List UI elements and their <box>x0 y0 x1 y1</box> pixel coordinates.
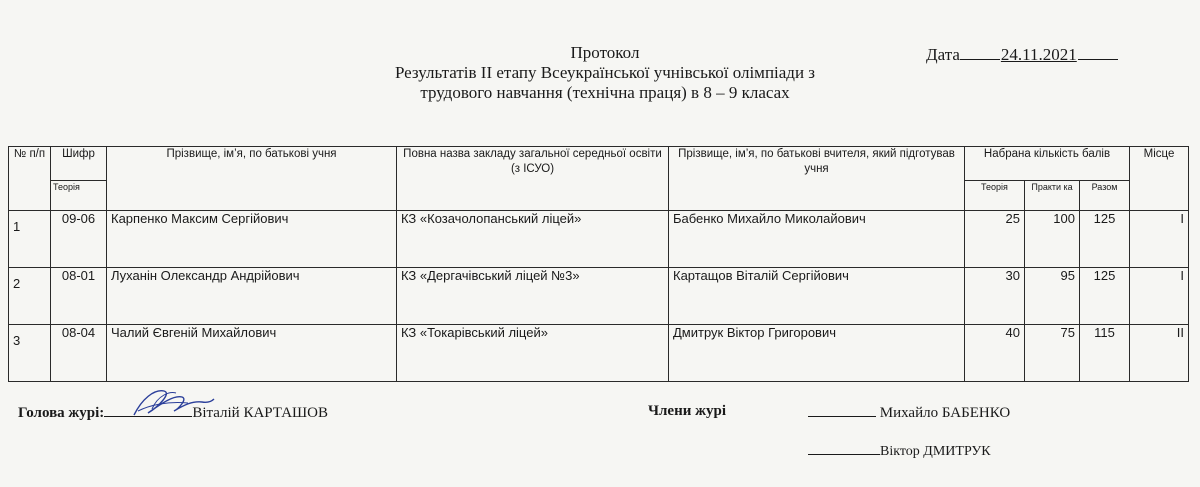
row-student: Луханін Олександр Андрійович <box>107 268 397 325</box>
col-header-code: Шифр <box>51 147 107 181</box>
row-teacher: Картащов Віталій Сергійович <box>669 268 965 325</box>
jury-head-name: Віталій КАРТАШОВ <box>192 405 329 421</box>
table-row <box>9 268 1189 325</box>
row-place: І <box>1130 268 1189 325</box>
jury-members-label: Члени журі <box>648 403 727 419</box>
row-teacher: Бабенко Михайло Миколайович <box>669 211 965 268</box>
col-subheader-code: Теорія <box>51 181 107 211</box>
col-header-total: Разом <box>1080 181 1130 211</box>
jury-member-1 <box>808 402 1010 422</box>
jury-member-1-name: Михайло БАБЕНКО <box>879 405 1011 421</box>
title-line-1: Протокол <box>570 43 640 62</box>
date-field <box>926 43 1118 65</box>
col-header-theory: Теорія <box>965 181 1025 211</box>
row-code: 08-04 <box>51 325 107 382</box>
title-line-2: Результатів ІІ етапу Всеукраїнської учнівської олімпіади з <box>394 63 816 82</box>
col-header-teacher: Прізвище, ім’я, по батькові вчителя, який підготував учня <box>669 147 965 211</box>
row-code: 08-01 <box>51 268 107 325</box>
row-number: 3 <box>9 325 51 382</box>
row-number: 2 <box>9 268 51 325</box>
row-code: 09-06 <box>51 211 107 268</box>
row-school: КЗ «Козачолопанський ліцей» <box>397 211 669 268</box>
jury-members-label-wrap <box>648 402 726 420</box>
row-practice: 75 <box>1025 325 1080 382</box>
row-place: І <box>1130 211 1189 268</box>
row-number: 1 <box>9 211 51 268</box>
table-row <box>9 325 1189 382</box>
title-line-3: трудового навчання (технічна праця) в 8 – 9 класах <box>420 83 790 102</box>
table-row <box>9 211 1189 268</box>
row-teacher: Дмитрук Віктор Григорович <box>669 325 965 382</box>
row-total: 115 <box>1080 325 1130 382</box>
col-header-student: Прізвище, ім’я, по батькові учня <box>107 147 397 211</box>
col-header-practice: Практи ка <box>1025 181 1080 211</box>
row-practice: 100 <box>1025 211 1080 268</box>
date-label: Дата <box>926 45 960 64</box>
row-student: Карпенко Максим Сергійович <box>107 211 397 268</box>
results-table <box>8 146 1189 382</box>
col-header-school: Повна назва закладу загальної середньої освіти (з ІСУО) <box>397 147 669 211</box>
row-theory: 40 <box>965 325 1025 382</box>
row-school: КЗ «Токарівський ліцей» <box>397 325 669 382</box>
col-header-number: № п/п <box>9 147 51 211</box>
row-place: ІІ <box>1130 325 1189 382</box>
jury-member-2 <box>808 440 991 461</box>
row-total: 125 <box>1080 268 1130 325</box>
row-theory: 30 <box>965 268 1025 325</box>
row-student: Чалий Євгеній Михайлович <box>107 325 397 382</box>
signature-image <box>128 385 216 421</box>
row-school: КЗ «Дергачівський ліцей №3» <box>397 268 669 325</box>
jury-head-label: Голова журі: <box>18 405 105 421</box>
row-total: 125 <box>1080 211 1130 268</box>
jury-member-2-name: Віктор ДМИТРУК <box>880 444 991 459</box>
col-header-points: Набрана кількість балів <box>965 147 1130 181</box>
col-header-place: Місце <box>1130 147 1189 211</box>
row-theory: 25 <box>965 211 1025 268</box>
date-value: 24.11.2021 <box>1000 45 1077 64</box>
row-practice: 95 <box>1025 268 1080 325</box>
